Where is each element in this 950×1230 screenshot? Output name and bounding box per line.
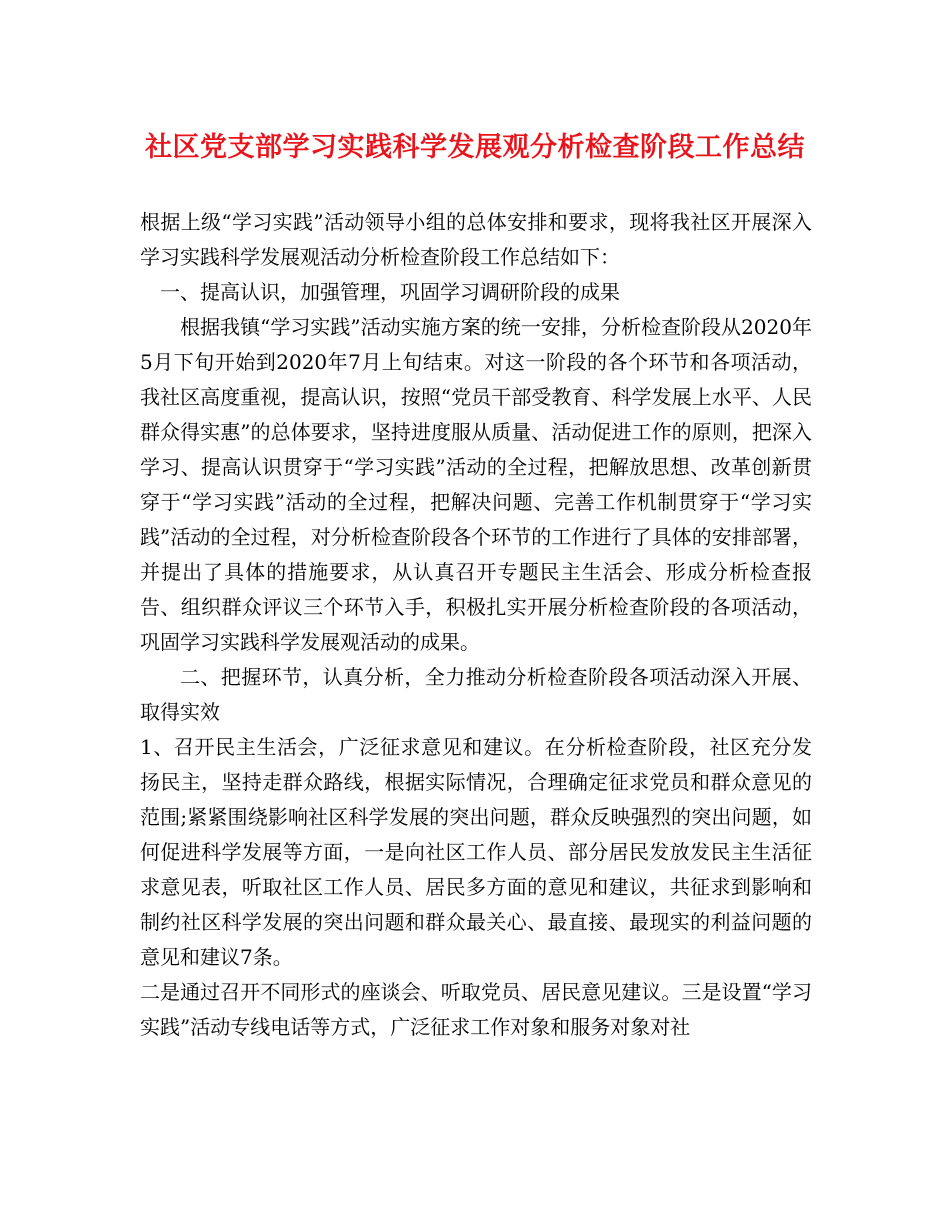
document-body	[140, 205, 812, 1045]
section-heading-1: 一、提高认识，加强管理，巩固学习调研阶段的成果	[160, 280, 620, 304]
document-title: 社区党支部学习实践科学发展观分析检查阶段工作总结	[145, 132, 805, 163]
body-paragraph: 二是通过召开不同形式的座谈会、听取党员、居民意见建议。三是设置“学习实践”活动专线电话等方式，广泛征求工作对象和服务对象对社	[140, 980, 812, 1039]
body-paragraph: 1、召开民主生活会，广泛征求意见和建议。在分析检查阶段，社区充分发扬民主，坚持走群众路线，根据实际情况，合理确定征求党员和群众意见的范围;紧紧围绕影响社区科学发展的突出问题，群众反映强烈的突出问题，如何促进科学发展等方面，一是向社区工作人员、部分居民发放发民主生活征求意见表，听取社区工作人员、居民多方面的意见和建议，共征求到影响和制约社区科学发展的突出问题和群众最关心、最直接、最现实的利益问题的意见和建议7条。	[140, 735, 812, 969]
section-heading-2: 二、把握环节，认真分析，全力推动分析检查阶段各项活动深入开展、取得实效	[140, 665, 812, 724]
intro-paragraph: 根据上级“学习实践”活动领导小组的总体安排和要求，现将我社区开展深入学习实践科学发展观活动分析检查阶段工作总结如下：	[140, 210, 812, 269]
body-paragraph: 根据我镇“学习实践”活动实施方案的统一安排，分析检查阶段从2020年5月下旬开始到2020年7月上旬结束。对这一阶段的各个环节和各项活动，我社区高度重视，提高认识，按照“党员干部受教育、科学发展上水平、人民群众得实惠”的总体要求，坚持进度服从质量、活动促进工作的原则，把深入学习、提高认识贯穿于“学习实践”活动的全过程，把解放思想、改革创新贯穿于“学习实践”活动的全过程，把解决问题、完善工作机制贯穿于“学习实践”活动的全过程，对分析检查阶段各个环节的工作进行了具体的安排部署，并提出了具体的措施要求，从认真召开专题民主生活会、形成分析检查报告、组织群众评议三个环节入手，积极扎实开展分析检查阶段的各项活动，巩固学习实践科学发展观活动的成果。	[140, 315, 812, 654]
